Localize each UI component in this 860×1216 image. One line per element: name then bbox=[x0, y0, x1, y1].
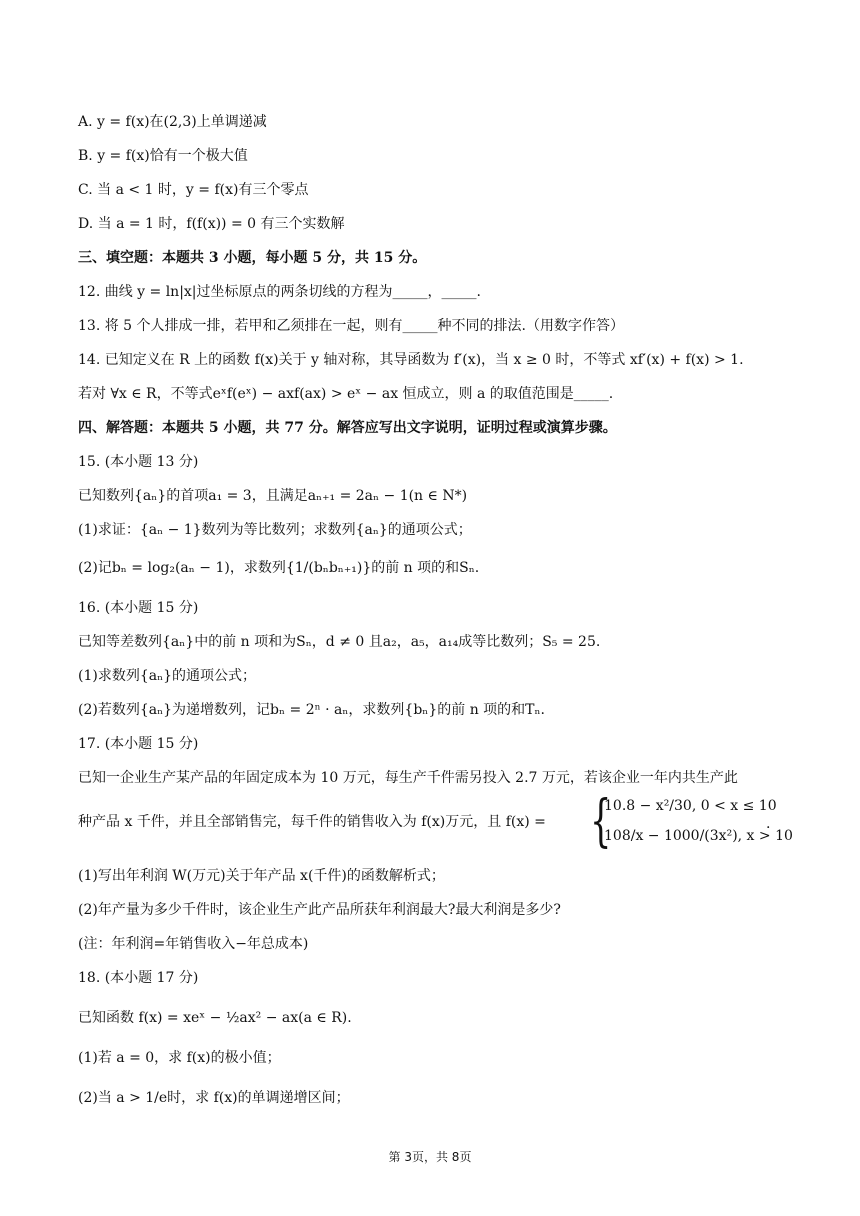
question-18-header: 18. (本小题 17 分) bbox=[78, 970, 199, 986]
question-18-part1: (1)若 a = 0，求 f(x)的极小值； bbox=[78, 1050, 281, 1066]
page-footer: 第 3页，共 8页 bbox=[388, 1150, 472, 1164]
question-17-part2: (2)年产量为多少千件时，该企业生产此产品所获年利润最大?最大利润是多少? bbox=[78, 902, 561, 918]
piecewise-case-1: 10.8 − x²/30, 0 < x ≤ 10 bbox=[604, 798, 777, 814]
question-17-stem-line2: 种产品 x 千件，并且全部销售完，每千件的销售收入为 f(x)万元，且 f(x) = bbox=[78, 814, 546, 830]
section-heading-answers: 四、解答题：本题共 5 小题，共 77 分。解答应写出文字说明，证明过程或演算步骤。 bbox=[78, 420, 617, 436]
section-heading-fill-in: 三、填空题：本题共 3 小题，每小题 5 分，共 15 分。 bbox=[78, 250, 427, 266]
question-14-line2: 若对 ∀x ∈ R，不等式eˣf(eˣ) − axf(ax) > eˣ − ax 恒成立，则 a 的取值范围是_____. bbox=[78, 386, 614, 402]
question-13: 13. 将 5 个人排成一排，若甲和乙须排在一起，则有_____种不同的排法.（用数字作答） bbox=[78, 318, 624, 334]
question-15-part2: (2)记bₙ = log₂(aₙ − 1)，求数列{1/(bₙbₙ₊₁)}的前 n 项的和Sₙ. bbox=[78, 560, 480, 576]
option-b: B. y = f(x)恰有一个极大值 bbox=[78, 148, 248, 164]
question-15-header: 15. (本小题 13 分) bbox=[78, 454, 199, 470]
question-12: 12. 曲线 y = ln|x|过坐标原点的两条切线的方程为_____，_____. bbox=[78, 284, 481, 300]
option-a: A. y = f(x)在(2,3)上单调递减 bbox=[78, 114, 267, 130]
question-14-line1: 14. 已知定义在 R 上的函数 f(x)关于 y 轴对称，其导函数为 f′(x)，当 x ≥ 0 时，不等式 xf′(x) + f(x) > 1. bbox=[78, 352, 744, 368]
piecewise-brace: { bbox=[590, 789, 612, 854]
piecewise-case-2: 108/x − 1000/(3x²), x > 10 bbox=[604, 828, 793, 844]
question-16-part2: (2)若数列{aₙ}为递增数列，记bₙ = 2ⁿ · aₙ，求数列{bₙ}的前 n 项的和Tₙ. bbox=[78, 702, 546, 718]
question-15-part1: (1)求证：{aₙ − 1}数列为等比数列；求数列{aₙ}的通项公式； bbox=[78, 522, 472, 538]
question-15-stem: 已知数列{aₙ}的首项a₁ = 3，且满足aₙ₊₁ = 2aₙ − 1(n ∈ N*) bbox=[78, 488, 468, 504]
question-18-stem: 已知函数 f(x) = xeˣ − ½ax² − ax(a ∈ R). bbox=[78, 1010, 352, 1026]
question-16-header: 16. (本小题 15 分) bbox=[78, 600, 199, 616]
question-18-part2: (2)当 a > 1/e时，求 f(x)的单调递增区间； bbox=[78, 1090, 350, 1106]
question-16-part1: (1)求数列{aₙ}的通项公式； bbox=[78, 668, 257, 684]
question-17-stem-line1: 已知一企业生产某产品的年固定成本为 10 万元，每生产千件需另投入 2.7 万元，若该企业一年内共生产此 bbox=[78, 770, 738, 786]
question-16-stem: 已知等差数列{aₙ}中的前 n 项和为Sₙ，d ≠ 0 且a₂，a₅，a₁₄成等比数列；S₅ = 25. bbox=[78, 634, 601, 650]
option-c: C. 当 a < 1 时，y = f(x)有三个零点 bbox=[78, 182, 309, 198]
option-d: D. 当 a = 1 时，f(f(x)) = 0 有三个实数解 bbox=[78, 216, 345, 232]
question-17-note: (注：年利润=年销售收入−年总成本) bbox=[78, 936, 309, 952]
piecewise-end-period: . bbox=[766, 816, 771, 832]
question-17-header: 17. (本小题 15 分) bbox=[78, 736, 199, 752]
question-17-part1: (1)写出年利润 W(万元)关于年产品 x(千件)的函数解析式； bbox=[78, 868, 445, 884]
